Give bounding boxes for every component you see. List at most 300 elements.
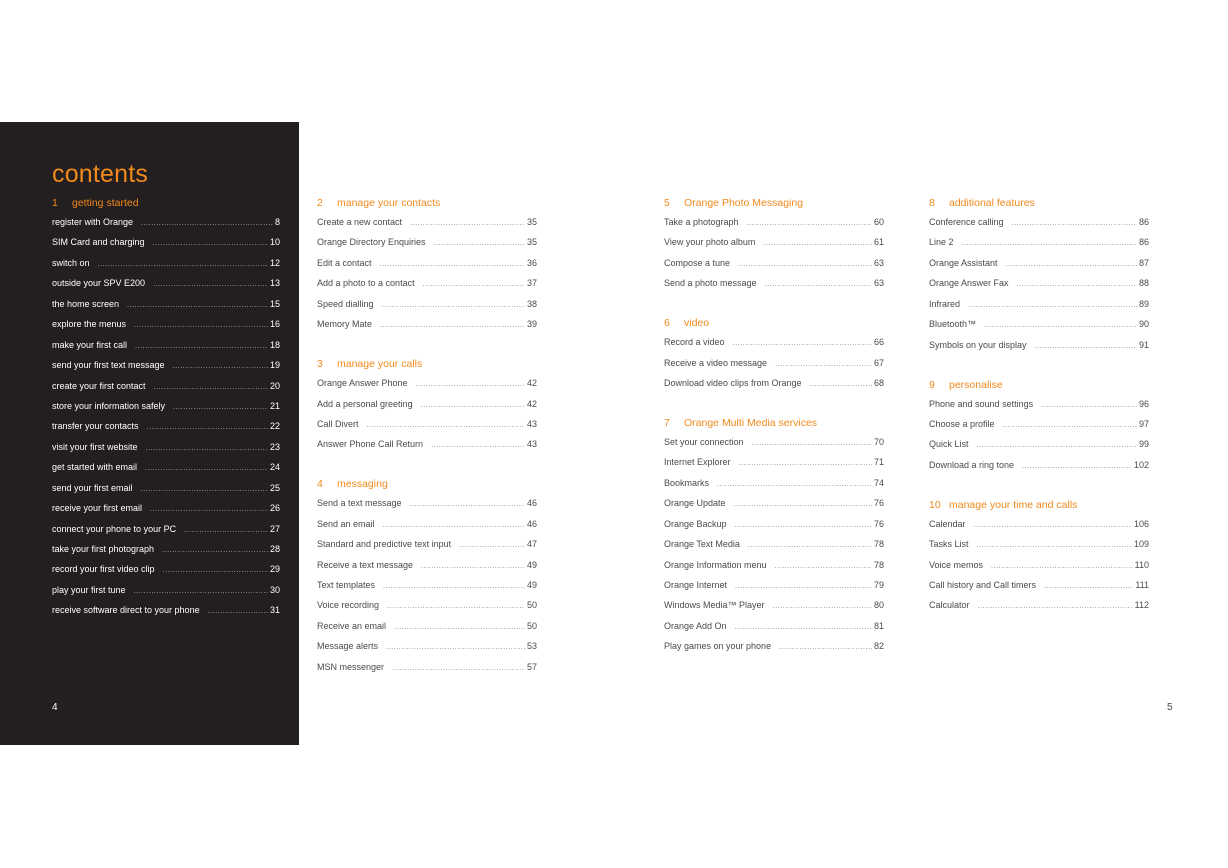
dot-leader bbox=[977, 536, 1132, 556]
section-title: personalise bbox=[949, 378, 1003, 391]
toc-entry-page: 57 bbox=[526, 661, 537, 672]
toc-entry[interactable] bbox=[52, 212, 280, 232]
section-spacer bbox=[317, 455, 537, 475]
toc-entry-label: Add a personal greeting bbox=[317, 398, 413, 409]
toc-entry[interactable] bbox=[317, 314, 537, 334]
toc-entry-label: Orange Assistant bbox=[929, 257, 998, 268]
toc-entry-label: Send an email bbox=[317, 518, 375, 529]
toc-entry-label: Internet Explorer bbox=[664, 457, 731, 468]
toc-entry-label: Choose a profile bbox=[929, 418, 995, 429]
toc-entry-label: Voice recording bbox=[317, 600, 380, 611]
section-heading bbox=[317, 194, 537, 212]
toc-entry[interactable] bbox=[929, 212, 1149, 232]
dot-leader bbox=[1041, 396, 1137, 416]
toc-entry[interactable] bbox=[664, 514, 884, 534]
toc-entry-page: 31 bbox=[269, 605, 280, 616]
toc-entry-label: Download a ring tone bbox=[929, 459, 1015, 470]
dot-leader bbox=[1022, 457, 1132, 477]
dot-leader bbox=[733, 334, 872, 354]
dot-leader bbox=[735, 618, 872, 638]
dot-leader bbox=[394, 618, 525, 638]
toc-entry[interactable] bbox=[52, 376, 280, 396]
dot-leader bbox=[141, 214, 273, 234]
toc-entry-page: 74 bbox=[873, 477, 884, 488]
toc-entry-label: Bluetooth™ bbox=[929, 319, 977, 330]
section-title: manage your calls bbox=[337, 358, 423, 371]
dot-leader bbox=[134, 582, 268, 602]
page-number-right: 5 bbox=[1167, 702, 1173, 713]
toc-entry[interactable] bbox=[52, 519, 280, 539]
toc-entry-page: 89 bbox=[1138, 298, 1149, 309]
toc-entry[interactable] bbox=[664, 212, 884, 232]
toc-entry[interactable] bbox=[317, 294, 537, 314]
toc-entry-label: Orange Answer Fax bbox=[929, 278, 1009, 289]
toc-entry-label: visit your first website bbox=[52, 441, 138, 452]
dot-leader bbox=[773, 597, 872, 617]
toc-entry-page: 42 bbox=[526, 378, 537, 389]
dot-leader bbox=[1003, 416, 1137, 436]
toc-entry-label: Tasks List bbox=[929, 539, 969, 550]
toc-entry-label: Receive an email bbox=[317, 620, 387, 631]
toc-entry-page: 39 bbox=[526, 319, 537, 330]
section-title: Orange Photo Messaging bbox=[684, 197, 804, 209]
toc-entry-page: 50 bbox=[526, 620, 537, 631]
toc-entry-label: MSN messenger bbox=[317, 661, 385, 672]
dot-leader bbox=[984, 316, 1137, 336]
toc-entry-label: Orange Update bbox=[664, 498, 726, 509]
toc-entry-label: Line 2 bbox=[929, 237, 954, 248]
toc-entry[interactable] bbox=[52, 539, 280, 559]
dot-leader bbox=[735, 516, 872, 536]
dot-leader bbox=[431, 436, 525, 456]
toc-entry-page: 96 bbox=[1138, 398, 1149, 409]
dot-leader bbox=[135, 337, 268, 357]
dot-leader bbox=[173, 357, 268, 377]
section-title: manage your contacts bbox=[337, 197, 441, 209]
section-number: 7 bbox=[664, 416, 670, 429]
toc-entry[interactable] bbox=[52, 232, 280, 252]
toc-entry-page: 28 bbox=[269, 544, 280, 554]
dot-leader bbox=[380, 316, 525, 336]
toc-entry-page: 49 bbox=[526, 559, 537, 570]
toc-entry[interactable] bbox=[317, 434, 537, 454]
toc-entry-page: 46 bbox=[526, 518, 537, 529]
dot-leader bbox=[145, 459, 268, 479]
toc-entry-label: Orange Add On bbox=[664, 620, 727, 631]
toc-entry[interactable] bbox=[52, 478, 280, 498]
dot-leader bbox=[421, 557, 525, 577]
toc-entry-page: 110 bbox=[1134, 559, 1149, 570]
toc-entry[interactable] bbox=[52, 498, 280, 518]
dot-leader bbox=[1044, 577, 1133, 597]
toc-entry[interactable] bbox=[317, 595, 537, 615]
toc-entry-page: 91 bbox=[1138, 339, 1149, 350]
toc-entry[interactable] bbox=[929, 414, 1149, 434]
dot-leader bbox=[1035, 337, 1137, 357]
toc-entry-page: 50 bbox=[526, 600, 537, 611]
toc-entry-page: 112 bbox=[1134, 600, 1149, 611]
toc-entry[interactable] bbox=[317, 555, 537, 575]
dot-leader bbox=[383, 577, 525, 597]
dot-leader bbox=[765, 275, 872, 295]
toc-entry-label: Take a photograph bbox=[664, 217, 739, 227]
toc-entry[interactable] bbox=[317, 373, 537, 393]
toc-entry[interactable] bbox=[929, 335, 1149, 355]
toc-entry-page: 87 bbox=[1138, 257, 1149, 268]
toc-entry-page: 8 bbox=[274, 217, 280, 227]
dot-leader bbox=[752, 434, 872, 454]
toc-entry-label: Calculator bbox=[929, 600, 970, 611]
toc-entry-page: 102 bbox=[1133, 459, 1149, 470]
toc-entry[interactable] bbox=[664, 273, 884, 293]
dot-leader bbox=[421, 396, 525, 416]
toc-entry-page: 67 bbox=[873, 357, 884, 368]
toc-entry[interactable] bbox=[664, 353, 884, 373]
dot-leader bbox=[163, 561, 268, 581]
section-heading bbox=[52, 194, 280, 212]
section-title: Orange Multi Media services bbox=[684, 416, 818, 429]
toc-entry[interactable] bbox=[929, 232, 1149, 252]
toc-entry[interactable] bbox=[664, 373, 884, 393]
dot-leader bbox=[968, 296, 1137, 316]
toc-entry-page: 109 bbox=[1133, 539, 1149, 550]
section-title: getting started bbox=[72, 197, 139, 209]
toc-entry-label: Orange Answer Phone bbox=[317, 378, 408, 389]
dot-leader bbox=[392, 659, 525, 679]
toc-entry[interactable] bbox=[52, 457, 280, 477]
section-heading bbox=[664, 314, 884, 332]
toc-entry-page: 81 bbox=[873, 620, 884, 631]
toc-entry[interactable] bbox=[52, 355, 280, 375]
dot-leader bbox=[162, 541, 268, 561]
toc-entry-page: 86 bbox=[1138, 237, 1149, 248]
toc-entry-label: switch on bbox=[52, 257, 90, 268]
toc-entry[interactable] bbox=[317, 253, 537, 273]
section-spacer bbox=[929, 475, 1149, 495]
toc-entry-page: 78 bbox=[873, 539, 884, 550]
toc-entry[interactable] bbox=[664, 616, 884, 636]
dot-leader bbox=[208, 602, 268, 622]
toc-entry[interactable] bbox=[929, 514, 1149, 534]
toc-entry[interactable] bbox=[52, 437, 280, 457]
toc-entry-label: Speed dialling bbox=[317, 298, 374, 309]
dot-leader bbox=[1017, 275, 1137, 295]
dot-leader bbox=[380, 255, 525, 275]
dot-leader bbox=[386, 638, 525, 658]
toc-entry-label: Orange Backup bbox=[664, 518, 727, 529]
section-heading bbox=[664, 414, 884, 432]
toc-entry[interactable] bbox=[929, 434, 1149, 454]
toc-entry[interactable] bbox=[929, 575, 1149, 595]
toc-entry[interactable] bbox=[929, 273, 1149, 293]
toc-entry-label: connect your phone to your PC bbox=[52, 523, 177, 534]
toc-entry-page: 76 bbox=[873, 498, 884, 509]
toc-entry-page: 88 bbox=[1138, 278, 1149, 289]
toc-entry-label: Orange Text Media bbox=[664, 539, 740, 550]
toc-entry[interactable] bbox=[664, 332, 884, 352]
toc-entry-page: 21 bbox=[269, 400, 280, 411]
toc-entry-label: record your first video clip bbox=[52, 564, 155, 575]
toc-entry[interactable] bbox=[664, 452, 884, 472]
toc-entry[interactable] bbox=[664, 555, 884, 575]
dot-leader bbox=[434, 234, 525, 254]
toc-entry-page: 38 bbox=[526, 298, 537, 309]
toc-entry-page: 106 bbox=[1133, 518, 1149, 529]
dot-leader bbox=[459, 536, 525, 556]
toc-entry-page: 25 bbox=[269, 482, 280, 493]
toc-entry[interactable] bbox=[317, 493, 537, 513]
dot-leader bbox=[383, 516, 525, 536]
toc-entry-label: get started with email bbox=[52, 462, 138, 473]
toc-entry-label: register with Orange bbox=[52, 217, 134, 227]
toc-column-3 bbox=[664, 194, 884, 657]
toc-entry[interactable] bbox=[317, 232, 537, 252]
dot-leader bbox=[735, 577, 872, 597]
toc-entry[interactable] bbox=[664, 232, 884, 252]
toc-entry-page: 90 bbox=[1138, 319, 1149, 330]
page-number-left: 4 bbox=[52, 702, 58, 713]
dot-leader bbox=[153, 275, 268, 295]
toc-entry[interactable] bbox=[52, 559, 280, 579]
toc-entry[interactable] bbox=[317, 575, 537, 595]
toc-entry-page: 23 bbox=[269, 441, 280, 452]
dot-leader bbox=[367, 416, 525, 436]
dot-leader bbox=[173, 398, 268, 418]
toc-entry-label: play your first tune bbox=[52, 584, 126, 595]
dot-leader bbox=[734, 495, 872, 515]
toc-entry-page: 15 bbox=[269, 298, 280, 309]
dot-leader bbox=[141, 480, 268, 500]
toc-entry[interactable] bbox=[52, 273, 280, 293]
toc-entry-page: 70 bbox=[873, 436, 884, 447]
toc-entry-page: 80 bbox=[873, 600, 884, 611]
toc-column-1 bbox=[52, 194, 280, 621]
toc-entry[interactable] bbox=[52, 294, 280, 314]
toc-entry[interactable] bbox=[52, 335, 280, 355]
dot-leader bbox=[184, 521, 268, 541]
dot-leader bbox=[748, 536, 872, 556]
section-heading bbox=[929, 376, 1149, 394]
toc-entry[interactable] bbox=[664, 575, 884, 595]
toc-entry-page: 68 bbox=[873, 378, 884, 389]
toc-entry-label: receive your first email bbox=[52, 503, 143, 514]
toc-entry-page: 37 bbox=[526, 278, 537, 289]
toc-entry-page: 27 bbox=[269, 523, 280, 534]
section-title: video bbox=[684, 317, 710, 330]
section-number: 3 bbox=[317, 358, 323, 371]
toc-entry[interactable] bbox=[317, 616, 537, 636]
dot-leader bbox=[410, 214, 525, 234]
toc-entry-page: 78 bbox=[873, 559, 884, 570]
toc-entry-label: Standard and predictive text input bbox=[317, 539, 452, 550]
toc-entry-page: 97 bbox=[1138, 418, 1149, 429]
section-spacer bbox=[317, 335, 537, 355]
toc-entry-label: Set your connection bbox=[664, 436, 744, 447]
toc-entry[interactable] bbox=[317, 657, 537, 677]
toc-entry[interactable] bbox=[317, 212, 537, 232]
toc-entry-label: Orange Directory Enquiries bbox=[317, 237, 426, 248]
toc-entry-page: 43 bbox=[526, 418, 537, 429]
toc-entry-page: 49 bbox=[526, 580, 537, 590]
toc-entry-page: 86 bbox=[1138, 217, 1149, 227]
toc-entry-label: Calendar bbox=[929, 518, 966, 529]
toc-entry-label: SIM Card and charging bbox=[52, 237, 145, 248]
toc-entry[interactable] bbox=[929, 534, 1149, 554]
toc-entry-label: Add a photo to a contact bbox=[317, 278, 415, 289]
dot-leader bbox=[127, 296, 268, 316]
toc-entry-label: Conference calling bbox=[929, 217, 1004, 227]
toc-entry-label: send your first email bbox=[52, 482, 133, 493]
toc-entry[interactable] bbox=[52, 314, 280, 334]
toc-entry[interactable] bbox=[52, 253, 280, 273]
toc-entry[interactable] bbox=[52, 396, 280, 416]
toc-entry-label: Phone and sound settings bbox=[929, 398, 1034, 409]
toc-entry-label: Infrared bbox=[929, 298, 961, 309]
section-heading bbox=[929, 194, 1149, 212]
toc-entry-page: 76 bbox=[873, 518, 884, 529]
toc-entry-page: 29 bbox=[269, 564, 280, 575]
toc-entry[interactable] bbox=[929, 294, 1149, 314]
section-heading bbox=[317, 355, 537, 373]
toc-entry-label: Quick List bbox=[929, 439, 969, 450]
section-number: 2 bbox=[317, 197, 323, 209]
dot-leader bbox=[410, 495, 525, 515]
section-number: 6 bbox=[664, 317, 670, 330]
dot-leader bbox=[717, 475, 872, 495]
toc-entry-page: 19 bbox=[269, 360, 280, 371]
dot-leader bbox=[775, 557, 872, 577]
section-heading bbox=[929, 496, 1149, 514]
dot-leader bbox=[738, 255, 872, 275]
toc-entry[interactable] bbox=[317, 273, 537, 293]
page-title: contents bbox=[52, 160, 149, 188]
dot-leader bbox=[974, 516, 1132, 536]
toc-entry[interactable] bbox=[317, 636, 537, 656]
toc-entry[interactable] bbox=[664, 253, 884, 273]
toc-entry-label: take your first photograph bbox=[52, 544, 155, 554]
dot-leader bbox=[978, 597, 1133, 617]
toc-entry-label: Memory Mate bbox=[317, 319, 373, 330]
section-heading bbox=[317, 475, 537, 493]
toc-entry-page: 63 bbox=[873, 257, 884, 268]
toc-entry[interactable] bbox=[317, 534, 537, 554]
toc-entry[interactable] bbox=[52, 600, 280, 620]
dot-leader bbox=[962, 234, 1137, 254]
toc-entry[interactable] bbox=[317, 394, 537, 414]
toc-entry-label: Symbols on your display bbox=[929, 339, 1027, 350]
section-heading bbox=[664, 194, 884, 212]
toc-entry[interactable] bbox=[929, 555, 1149, 575]
dot-leader bbox=[153, 234, 268, 254]
toc-entry-label: Message alerts bbox=[317, 641, 379, 652]
dot-leader bbox=[763, 234, 872, 254]
section-spacer bbox=[664, 394, 884, 414]
toc-entry-label: send your first text message bbox=[52, 360, 165, 371]
toc-entry[interactable] bbox=[664, 432, 884, 452]
toc-entry[interactable] bbox=[929, 455, 1149, 475]
toc-entry-page: 71 bbox=[873, 457, 884, 468]
toc-entry-label: Bookmarks bbox=[664, 477, 710, 488]
toc-entry[interactable] bbox=[929, 253, 1149, 273]
toc-entry-label: store your information safely bbox=[52, 400, 166, 411]
toc-entry-label: Edit a contact bbox=[317, 257, 372, 268]
toc-entry[interactable] bbox=[929, 595, 1149, 615]
section-title: additional features bbox=[949, 197, 1035, 209]
toc-entry-label: Call Divert bbox=[317, 418, 359, 429]
toc-entry[interactable] bbox=[664, 493, 884, 513]
toc-entry[interactable] bbox=[52, 580, 280, 600]
dot-leader bbox=[147, 418, 268, 438]
section-title: manage your time and calls bbox=[949, 498, 1078, 511]
toc-entry-page: 43 bbox=[526, 439, 537, 450]
toc-entry-label: create your first contact bbox=[52, 380, 146, 391]
dot-leader bbox=[382, 296, 525, 316]
toc-entry[interactable] bbox=[664, 595, 884, 615]
toc-entry[interactable] bbox=[664, 636, 884, 656]
toc-entry-label: Download video clips from Orange bbox=[664, 378, 802, 389]
toc-entry-page: 63 bbox=[873, 278, 884, 289]
toc-entry-page: 42 bbox=[526, 398, 537, 409]
dot-leader bbox=[779, 638, 872, 658]
dot-leader bbox=[747, 214, 872, 234]
section-number: 1 bbox=[52, 197, 58, 209]
toc-entry-page: 18 bbox=[269, 339, 280, 350]
toc-entry-label: make your first call bbox=[52, 339, 128, 350]
toc-entry-label: Call history and Call timers bbox=[929, 580, 1037, 590]
toc-column-4 bbox=[929, 194, 1149, 616]
toc-entry[interactable] bbox=[664, 534, 884, 554]
toc-entry[interactable] bbox=[929, 314, 1149, 334]
toc-entry-label: Voice memos bbox=[929, 559, 984, 570]
toc-entry-page: 66 bbox=[873, 337, 884, 348]
section-spacer bbox=[929, 355, 1149, 375]
dot-leader bbox=[739, 454, 872, 474]
toc-entry-label: Orange Internet bbox=[664, 580, 728, 590]
toc-entry-page: 79 bbox=[873, 580, 884, 590]
toc-entry-label: Receive a video message bbox=[664, 357, 768, 368]
section-number: 4 bbox=[317, 478, 323, 491]
toc-entry-label: Text templates bbox=[317, 580, 376, 590]
toc-entry-page: 36 bbox=[526, 257, 537, 268]
toc-entry-page: 24 bbox=[269, 462, 280, 473]
toc-entry[interactable] bbox=[317, 414, 537, 434]
toc-entry-label: Windows Media™ Player bbox=[664, 600, 765, 611]
toc-entry[interactable] bbox=[929, 394, 1149, 414]
toc-column-2 bbox=[317, 194, 537, 677]
toc-entry-page: 16 bbox=[269, 319, 280, 330]
toc-entry[interactable] bbox=[664, 473, 884, 493]
toc-entry-label: Answer Phone Call Return bbox=[317, 439, 424, 450]
dot-leader bbox=[150, 500, 268, 520]
section-spacer bbox=[664, 294, 884, 314]
toc-entry-page: 12 bbox=[269, 257, 280, 268]
toc-entry-page: 30 bbox=[269, 584, 280, 595]
dot-leader bbox=[775, 355, 872, 375]
dot-leader bbox=[423, 275, 525, 295]
toc-entry[interactable] bbox=[317, 514, 537, 534]
toc-entry-page: 10 bbox=[269, 237, 280, 248]
toc-entry-page: 35 bbox=[526, 237, 537, 248]
dot-leader bbox=[146, 439, 268, 459]
toc-entry-page: 20 bbox=[269, 380, 280, 391]
dot-leader bbox=[134, 316, 268, 336]
toc-entry[interactable] bbox=[52, 416, 280, 436]
section-number: 8 bbox=[929, 197, 935, 209]
toc-entry-page: 35 bbox=[526, 217, 537, 227]
toc-entry-label: transfer your contacts bbox=[52, 421, 139, 432]
dot-leader bbox=[810, 375, 872, 395]
toc-entry-label: Play games on your phone bbox=[664, 641, 772, 652]
